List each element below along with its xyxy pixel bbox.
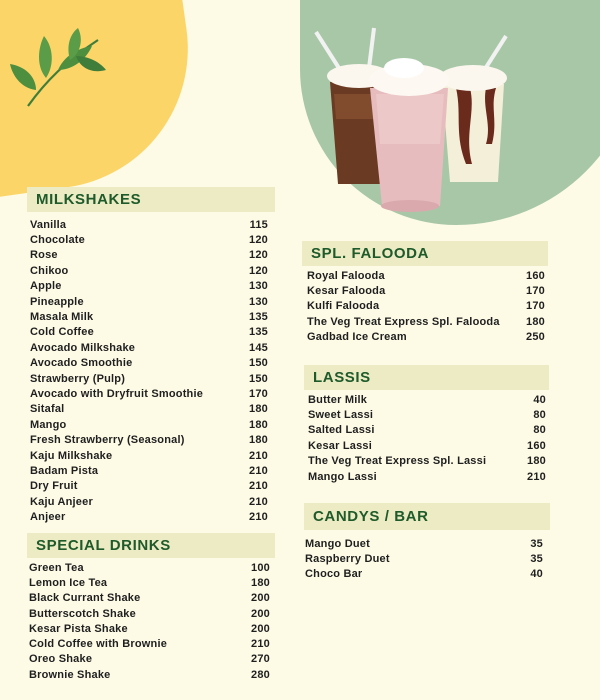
menu-item [30,386,268,401]
menu-item-price: 120 [249,249,268,262]
menu-item [308,438,546,453]
menu-item-name: Badam Pista [30,464,99,477]
menu-item-name: Kesar Falooda [307,285,386,298]
menu-item-price: 250 [526,331,545,344]
lassis-header [304,365,549,390]
menu-item-name: Kesar Pista Shake [29,622,128,635]
falooda-header [302,241,548,266]
menu-item-name: Rose [30,249,58,262]
menu-item [30,463,268,478]
falooda-list [307,268,545,345]
lassis-title: LASSIS [313,369,371,386]
menu-item-name: The Veg Treat Express Spl. Falooda [307,315,500,328]
menu-item-price: 160 [526,269,545,282]
menu-item-price: 180 [249,418,268,431]
menu-item-price: 120 [249,264,268,277]
menu-item-price: 210 [527,470,546,483]
menu-item [29,560,270,575]
menu-item-price: 120 [249,234,268,247]
menu-item-price: 180 [249,434,268,447]
leaf-sprig-icon [6,26,111,111]
menu-item-price: 270 [251,653,270,666]
milkshakes-header [27,187,275,212]
menu-item-name: Masala Milk [30,311,94,324]
menu-item-name: Strawberry (Pulp) [30,372,126,385]
menu-item-price: 80 [533,409,546,422]
menu-item-name: Black Currant Shake [29,592,141,605]
menu-item-price: 100 [251,561,270,574]
menu-item [30,294,268,309]
menu-item [30,402,268,417]
menu-item-price: 170 [526,300,545,313]
menu-item [29,667,270,682]
menu-item [29,591,270,606]
menu-item-name: Avocado Milkshake [30,341,136,354]
menu-item-name: Cold Coffee with Brownie [29,638,168,651]
menu-item-price: 170 [249,387,268,400]
menu-item [30,309,268,324]
menu-item-name: Kaju Anjeer [30,495,93,508]
menu-item-price: 35 [530,553,543,566]
menu-item-price: 210 [249,480,268,493]
menu-item [29,621,270,636]
menu-item-name: Kulfi Falooda [307,300,380,313]
menu-item-name: Butterscotch Shake [29,607,136,620]
candys-list [305,536,543,582]
menu-item-name: Chikoo [30,264,69,277]
menu-item-name: Kesar Lassi [308,439,372,452]
menu-item-price: 200 [251,622,270,635]
menu-item [30,417,268,432]
menu-item-name: Raspberry Duet [305,553,390,566]
milkshakes-title: MILKSHAKES [36,191,142,208]
menu-item-price: 200 [251,592,270,605]
menu-item [30,325,268,340]
menu-item [29,575,270,590]
menu-item-price: 210 [249,449,268,462]
menu-item [30,494,268,509]
menu-item-name: Gadbad Ice Cream [307,331,407,344]
menu-item [30,356,268,371]
menu-item-name: Kaju Milkshake [30,449,113,462]
menu-item-name: Anjeer [30,511,66,524]
menu-item [29,636,270,651]
menu-item-price: 40 [530,568,543,581]
menu-item [30,340,268,355]
menu-item [308,423,546,438]
menu-item-price: 210 [249,495,268,508]
candys-title: CANDYS / BAR [313,508,429,525]
menu-item-name: Sweet Lassi [308,409,374,422]
menu-item-price: 130 [249,280,268,293]
menu-item [307,268,545,283]
menu-item-name: Dry Fruit [30,480,78,493]
menu-item-price: 130 [249,295,268,308]
menu-item [308,407,546,422]
menu-item-name: Royal Falooda [307,269,385,282]
menu-item [308,392,546,407]
menu-item-name: Green Tea [29,561,84,574]
menu-item-price: 35 [530,537,543,550]
menu-item-price: 280 [251,668,270,681]
candys-header [304,503,550,530]
menu-item-name: Pineapple [30,295,84,308]
menu-item-name: Choco Bar [305,568,363,581]
menu-item-price: 160 [527,439,546,452]
menu-item-name: Mango Lassi [308,470,377,483]
menu-item [30,279,268,294]
menu-item [29,606,270,621]
lassis-list [308,392,546,484]
menu-item-price: 150 [249,357,268,370]
menu-item [307,314,545,329]
menu-item-price: 200 [251,607,270,620]
menu-item-name: Brownie Shake [29,668,111,681]
menu-item-price: 145 [249,341,268,354]
menu-item-price: 135 [249,326,268,339]
milkshakes-list [30,217,268,525]
falooda-title: SPL. FALOODA [311,245,430,262]
special-drinks-header [27,533,275,558]
menu-item-price: 180 [251,576,270,589]
menu-item-price: 150 [249,372,268,385]
menu-item-price: 135 [249,311,268,324]
menu-item [305,536,543,551]
menu-item-price: 170 [526,285,545,298]
special-drinks-list [29,560,270,682]
menu-item [30,371,268,386]
menu-item [305,551,543,566]
menu-item-name: Cold Coffee [30,326,94,339]
special-drinks-title: SPECIAL DRINKS [36,537,171,554]
menu-item-price: 210 [249,464,268,477]
menu-item [308,454,546,469]
menu-item-price: 180 [526,315,545,328]
menu-item [307,330,545,345]
menu-item-price: 180 [527,455,546,468]
menu-item-name: Avocado with Dryfruit Smoothie [30,387,204,400]
menu-item-name: Avocado Smoothie [30,357,133,370]
menu-item-name: Apple [30,280,62,293]
menu-item [29,652,270,667]
menu-item-name: Butter Milk [308,393,368,406]
menu-item [30,509,268,524]
menu-item-name: Salted Lassi [308,424,375,437]
menu-item-price: 210 [251,638,270,651]
menu-item [30,448,268,463]
menu-item [30,248,268,263]
menu-item-name: The Veg Treat Express Spl. Lassi [308,455,487,468]
menu-item-price: 180 [249,403,268,416]
menu-item-name: Chocolate [30,234,85,247]
menu-item-price: 40 [533,393,546,406]
menu-item [305,567,543,582]
menu-item [30,232,268,247]
milkshake-glasses-image [306,24,516,214]
menu-item-name: Lemon Ice Tea [29,576,108,589]
menu-item-name: Fresh Strawberry (Seasonal) [30,434,185,447]
menu-item [307,299,545,314]
menu-item [30,479,268,494]
menu-item [308,469,546,484]
menu-item [30,432,268,447]
menu-item-price: 80 [533,424,546,437]
menu-item-price: 210 [249,511,268,524]
menu-item [30,263,268,278]
menu-item-name: Sitafal [30,403,65,416]
menu-item-name: Vanilla [30,218,67,231]
menu-item-price: 115 [249,218,268,231]
menu-item-name: Mango Duet [305,537,370,550]
menu-item [307,283,545,298]
menu-item-name: Mango [30,418,67,431]
menu-item-name: Oreo Shake [29,653,93,666]
menu-item [30,217,268,232]
